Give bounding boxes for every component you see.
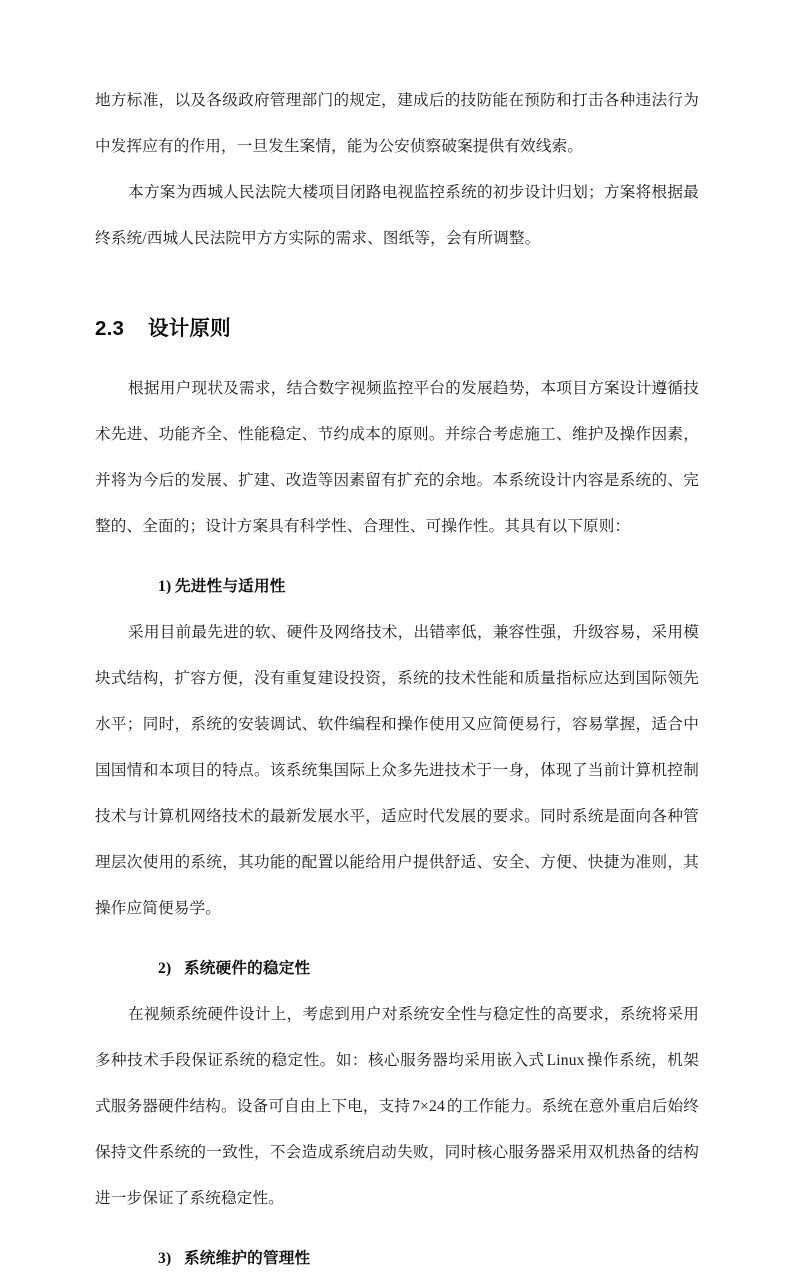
sub-heading-2 bbox=[95, 946, 699, 992]
sub-heading-3 bbox=[95, 1236, 699, 1282]
document-body bbox=[95, 78, 699, 1282]
paragraph-scope-statement: 本方案为西城人民法院大楼项目闭路电视监控系统的初步设计归划；方案将根据最终系统/西城人民法院甲方方实际的需求、图纸等，会有所调整。 bbox=[95, 184, 699, 247]
spacer-before-heading bbox=[95, 262, 699, 306]
paragraph-hardware-stability bbox=[95, 992, 699, 1222]
uptime-spec: 7×24 bbox=[412, 1098, 445, 1115]
paragraph-design-principles-intro: 根据用户现状及需求，结合数字视频监控平台的发展趋势，本项目方案设计遵循技术先进、功能齐全、性能稳定、节约成本的原则。并综合考虑施工、维护及操作因素，并将为今后的发展、扩建、改造等因素留有扩充的余地。本系统设计内容是系统的、完整的、全面的；设计方案具有科学性、合理性、可操作性。其具有以下原则： bbox=[95, 380, 699, 535]
hardware-stability-text-middle: 操作系统，机架式服务器硬件结构。设备可自由上下电，支持 bbox=[95, 1052, 699, 1115]
heading-2-3-number: 2.3 bbox=[95, 317, 125, 340]
sub-heading-1-title: 先进性与适用性 bbox=[175, 578, 286, 595]
sub-heading-2-marker: 2) bbox=[158, 960, 172, 977]
sub-heading-3-title: 系统维护的管理性 bbox=[184, 1250, 311, 1267]
paragraph-intro-continuation: 地方标准，以及各级政府管理部门的规定，建成后的技防能在预防和打击各种违法行为中发挥应有的作用，一旦发生案情，能为公安侦察破案提供有效线索。 bbox=[95, 92, 699, 155]
spacer-after-heading bbox=[95, 352, 699, 366]
paragraph-advanced-applicability: 采用目前最先进的软、硬件及网络技术，出错率低，兼容性强，升级容易，采用模块式结构，扩容方便，没有重复建设投资，系统的技术性能和质量指标应达到国际领先水平；同时，系统的安装调试、软件编程和操作使用又应简便易行，容易掌握，适合中国国情和本项目的特点。该系统集国际上众多先进技术于一身，体现了当前计算机控制技术与计算机网络技术的最新发展水平，适应时代发展的要求。同时系统是面向各种管理层次使用的系统，其功能的配置以能给用户提供舒适、安全、方便、快捷为准则，其操作应简便易学。 bbox=[95, 624, 699, 917]
heading-2-3-title: 设计原则 bbox=[148, 317, 231, 340]
hardware-stability-text-end: 的工作能力。系统在意外重启后始终保持文件系统的一致性，不会造成系统启动失败，同时核心服务器采用双机热备的结构进一步保证了系统稳定性。 bbox=[95, 1098, 699, 1207]
sub-heading-1-marker: 1) bbox=[158, 578, 172, 595]
sub-heading-1 bbox=[95, 564, 699, 610]
sub-heading-3-marker: 3) bbox=[158, 1250, 172, 1267]
spacer-before-sub-1 bbox=[95, 550, 699, 564]
spacer-before-sub-2 bbox=[95, 932, 699, 946]
spacer-before-sub-3 bbox=[95, 1222, 699, 1236]
heading-2-3 bbox=[95, 306, 699, 352]
sub-heading-2-title: 系统硬件的稳定性 bbox=[184, 960, 311, 977]
hardware-stability-text-start: 在视频系统硬件设计上，考虑到用户对系统安全性与稳定性的高要求，系统将采用多种技术手段保证系统的稳定性。如：核心服务器均采用嵌入式 bbox=[95, 1006, 699, 1069]
os-name-linux: Linux bbox=[546, 1052, 585, 1069]
